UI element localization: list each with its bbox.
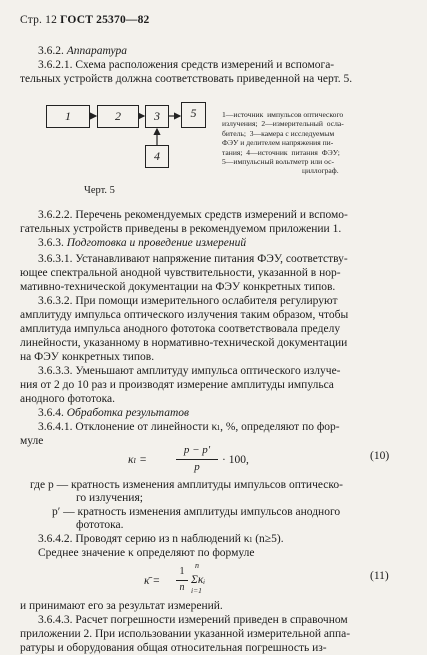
- paragraph-line: 3.6.4.3. Расчет погрешности измерений приведен в справочном: [38, 614, 348, 626]
- paragraph-line: 3.6.4.2. Проводят серию из n наблюдений κₗ (n≥5).: [38, 533, 284, 545]
- diagram-legend: 1—источник импульсов оптического излучения; 2—измерительный осла- битель; 3—камера с исследуемым ФЭУ и делителем напряжения пи- тания; 4—источник питания ФЭУ; 5—импульсный вольтметр или ос- циллограф.: [222, 110, 344, 176]
- formula-denominator: p: [194, 461, 200, 473]
- definition-line: p′ — кратность изменения амплитуды импульсов анодного: [52, 506, 341, 518]
- section-3-6-3-heading: [38, 236, 246, 250]
- paragraph-line: мативно-технической документации на ФЭУ конкретных типов.: [20, 281, 336, 293]
- section-title: Аппаратура: [66, 45, 127, 57]
- formula-numerator: p − p′: [183, 444, 211, 456]
- sum-lower-limit: i=1: [191, 586, 202, 595]
- section-3-6-2-heading: [38, 44, 127, 58]
- standard-number: ГОСТ 25370—82: [60, 14, 150, 26]
- formula-lhs: κₗ =: [128, 454, 147, 466]
- block-2: 2: [97, 105, 139, 128]
- sum-upper-limit: n: [195, 561, 199, 570]
- section-title: Обработка результатов: [66, 407, 189, 419]
- definition-line: фототока.: [76, 519, 124, 531]
- section-number: 3.6.2.: [38, 45, 64, 57]
- paragraph-line: гательных устройств приведены в рекомендуемом приложении 1.: [20, 223, 342, 235]
- paragraph-line: и принимают его за результат измерений.: [20, 600, 223, 612]
- paragraph-line: 3.6.4.1. Отклонение от линейности κₗ, %, определяют по фор-: [38, 421, 340, 433]
- paragraph-line: 3.6.2.1. Схема расположения средств измерений и вспомога-: [38, 59, 335, 71]
- section-3-6-4-heading: [38, 406, 189, 420]
- definition-line: го излучения;: [76, 492, 143, 504]
- paragraph-line: ющее спектральной анодной чувствительности, указанной в нор-: [20, 267, 341, 279]
- block-5: 5: [181, 102, 206, 128]
- formula-number: (11): [370, 570, 389, 582]
- sum-expression: Σκᵢ: [191, 574, 206, 586]
- formula-denominator: n: [179, 582, 185, 593]
- paragraph-line: ния от 2 до 10 раз и производят измерение амплитуды импульса: [20, 379, 334, 391]
- formula-numerator: 1: [179, 566, 185, 577]
- figure-caption: Черт. 5: [84, 185, 115, 196]
- paragraph-line: 3.6.3.2. При помощи измерительного ослабителя регулируют: [38, 295, 338, 307]
- paragraph-line: на ФЭУ конкретных типов.: [20, 351, 155, 363]
- formula-lhs: κ̄ =: [144, 575, 161, 587]
- paragraph-line: муле: [20, 435, 44, 447]
- paragraph-line: тельных устройств должна соответствовать приведенной на черт. 5.: [20, 73, 353, 85]
- definition-line: где p — кратность изменения амплитуды импульсов оптическо-: [30, 479, 343, 491]
- section-number: 3.6.3.: [38, 237, 64, 249]
- formula-tail: · 100,: [222, 454, 249, 466]
- paragraph-line: амплитуду импульса оптического излучения таким образом, чтобы: [20, 309, 349, 321]
- block-3: 3: [145, 105, 169, 128]
- section-title: Подготовка и проведение измерений: [66, 237, 247, 249]
- fraction-bar: [176, 580, 188, 581]
- paragraph-line: анодного фототока.: [20, 393, 116, 405]
- paragraph-line: 3.6.2.2. Перечень рекомендуемых средств измерений и вспомо-: [38, 209, 348, 221]
- paragraph-line: ратуры и оборудования общая относительная погрешность из-: [20, 642, 327, 654]
- paragraph-line: 3.6.3.1. Устанавливают напряжение питания ФЭУ, соответству-: [38, 253, 348, 265]
- page-number: Стр. 12: [20, 14, 58, 26]
- paragraph-line: амплитуда импульса анодного фототока соответствовала пределу: [20, 323, 341, 335]
- page-header: [20, 14, 150, 26]
- formula-number: (10): [370, 450, 390, 462]
- section-number: 3.6.4.: [38, 407, 64, 419]
- paragraph-line: 3.6.3.3. Уменьшают амплитуду импульса оптического излуче-: [38, 365, 341, 377]
- block-1: 1: [46, 105, 90, 128]
- paragraph-line: приложении 2. При использовании указанной измерительной аппа-: [20, 628, 351, 640]
- fraction-bar: [176, 459, 218, 460]
- block-4: 4: [145, 145, 169, 168]
- paragraph-line: Среднее значение κ определяют по формуле: [38, 547, 255, 559]
- paragraph-line: линейности, указанному в нормативно-технической документации: [20, 337, 348, 349]
